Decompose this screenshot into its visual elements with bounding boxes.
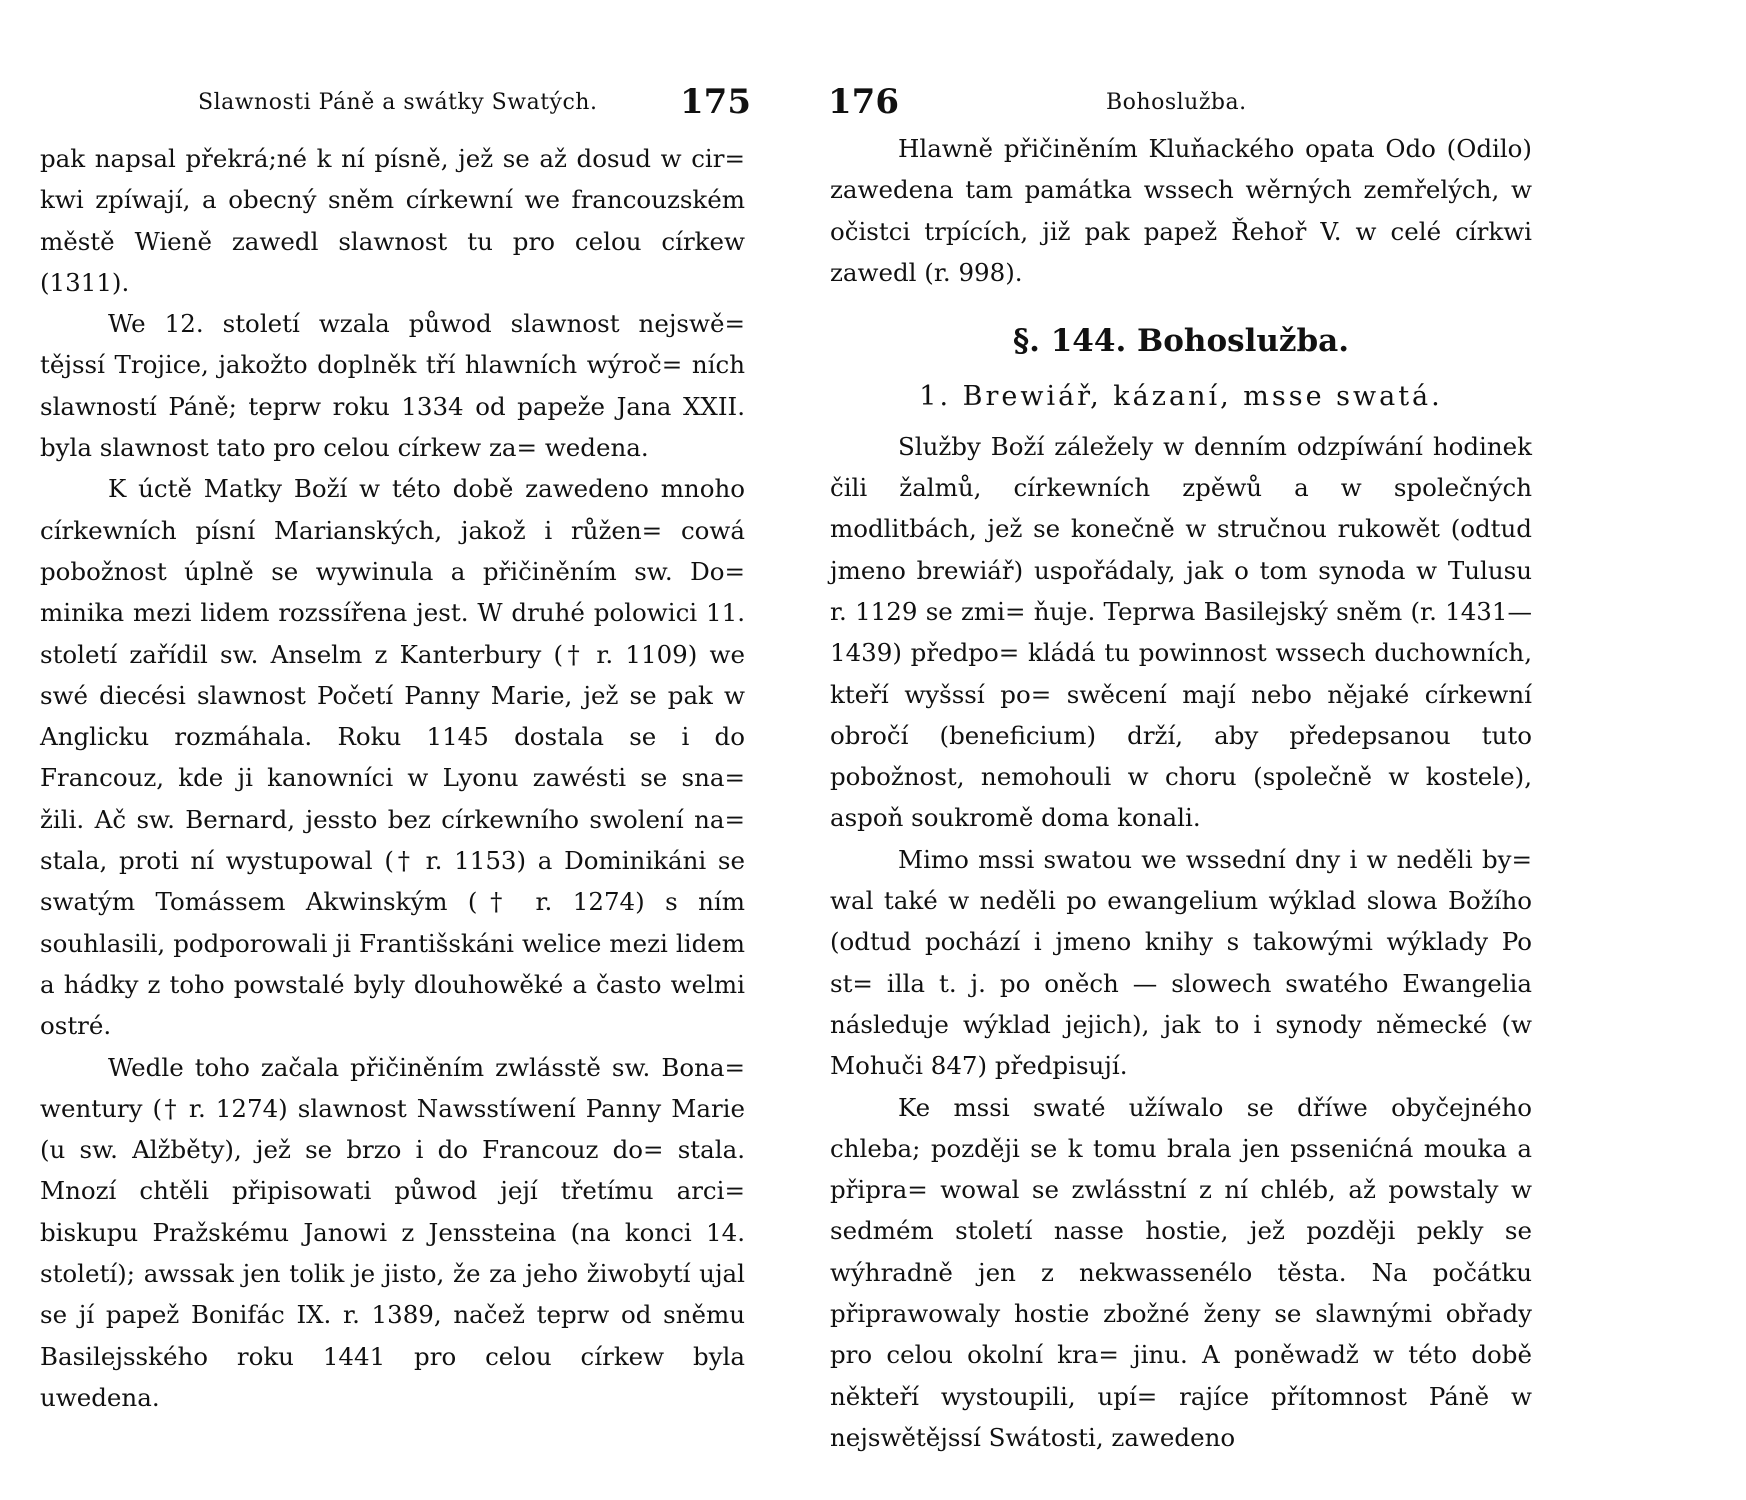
running-title: Slawnosti Páně a swátky Swatých. xyxy=(198,90,598,115)
left-page-body xyxy=(40,138,745,1418)
paragraph: Služby Boží záležely w denním odzpíwání hodinek čili žalmů, církewních zpěwů a w společných modlitbách, jež se konečně w stručnou rukowět (odtud jmeno brewiář) uspořádaly, jak o tom synoda w Tulusu r. 1129 se zmi= ňuje. Teprwa Basilejský sněm (r. 1431—1439) předpo= kládá tu powinnost wssech duchowních, kteří wyšssí po= swěcení mají nebo nějaké církewní obročí (beneficium) drží, aby předepsanou tuto pobožnost, nemohouli w choru (společně w kostele), aspoň soukromě doma konali. xyxy=(830,431,1532,833)
paragraph: Ke mssi swaté užíwalo se dříwe obyčejného chleba; později se k tomu brala jen pssenićná mouka a připra= wowal se zwlásstní z ní chléb, až powstaly w sedmém století nasse hostie, jež později pekly se wýhradně jen z nekwassenélo těsta. Na počátku připrawowaly hostie zbožné ženy se slawnými obřady pro celou okolní kra= jinu. A poněwadž w této době někteří wystoupili, upí= rajíce přítomnost Páně w nejswětějssí Swátosti, zawedeno xyxy=(830,1092,1532,1452)
section-heading: §. 144. Bohoslužba. xyxy=(1012,323,1350,360)
paragraph: Mimo mssi swatou we wssední dny i w neděli by= wal také w neděli po ewangelium wýklad slowa Božího (odtud pochází i jmeno knihy s takowými wýklady Po st= illa t. j. po oněch — slowech swatého Ewangelia následuje wýklad jejich), jak to i synody německé (w Mohuči 847) předpisují. xyxy=(830,844,1532,1081)
paragraph: K úctě Matky Boží w této době zawedeno mnoho církewních písní Marianských, jakož i růžen= cowá pobožnost úplně se wywinula a přičiněním sw. Do= minika mezi lidem rozssířena jest. W druhé polowici 11. století zařídil sw. Anselm z Kanterbury († r. 1109) we swé diecési slawnost Početí Panny Marie, jež se pak w Anglicku rozmáhala. Roku 1145 dostala se i do Francouz, kde ji kanowníci w Lyonu zawésti se sna= žili. Ač sw. Bernard, jessto bez církewního swolení na= stala, proti ní wystupowal († r. 1153) a Dominikáni se swatým Tomássem Akwinským († r. 1274) s ním souhlasili, podporowali ji Františskáni welice mezi lidem a hádky z toho powstalé byly dlouhowěké a často welmi ostré. xyxy=(40,474,745,1041)
right-page xyxy=(828,0,1746,1500)
right-page-body xyxy=(830,128,1532,1458)
page-number: 176 xyxy=(828,82,899,122)
paragraph: We 12. století wzala půwod slawnost nejswě= tějssí Trojice, jakožto doplněk tří hlawních wýroč= ních slawností Páně; teprw roku 1334 od papeže Jana XXII. byla slawnost tato pro celou církew za= wedena. xyxy=(40,309,745,463)
paragraph: Wedle toho začala přičiněním zwlásstě sw. Bona= wentury († r. 1274) slawnost Nawsstíwení Panny Marie (u sw. Alžběty), jež se brzo i do Francouz do= stala. Mnozí chtěli připisowati půwod její třetímu arci= biskupu Pražskému Janowi z Jenssteina (na konci 14. století); awssak jen tolik je jisto, že za jeho žiwobytí ujal se jí papež Bonifác IX. r. 1389, načež teprw od sněmu Basilejsského roku 1441 pro celou církew byla uwedena. xyxy=(40,1052,745,1412)
page-number: 175 xyxy=(680,82,751,122)
paragraph: Hlawně přičiněním Kluňackého opata Odo (Odilo) zawedena tam památka wssech wěrných zemřelých, w očistci trpících, již pak papež Řehoř V. w celé církwi zawedl (r. 998). xyxy=(830,134,1532,287)
running-title: Bohoslužba. xyxy=(1106,90,1247,115)
sub-heading: 1. Brewiář, kázaní, msse swatá. xyxy=(919,381,1443,413)
paragraph: pak napsal překrá;né k ní písně, jež se až dosud w cir= kwi zpíwají, a obecný sněm církewní we francouzském městě Wieně zawedl slawnost tu pro celou církew (1311). xyxy=(40,144,745,297)
